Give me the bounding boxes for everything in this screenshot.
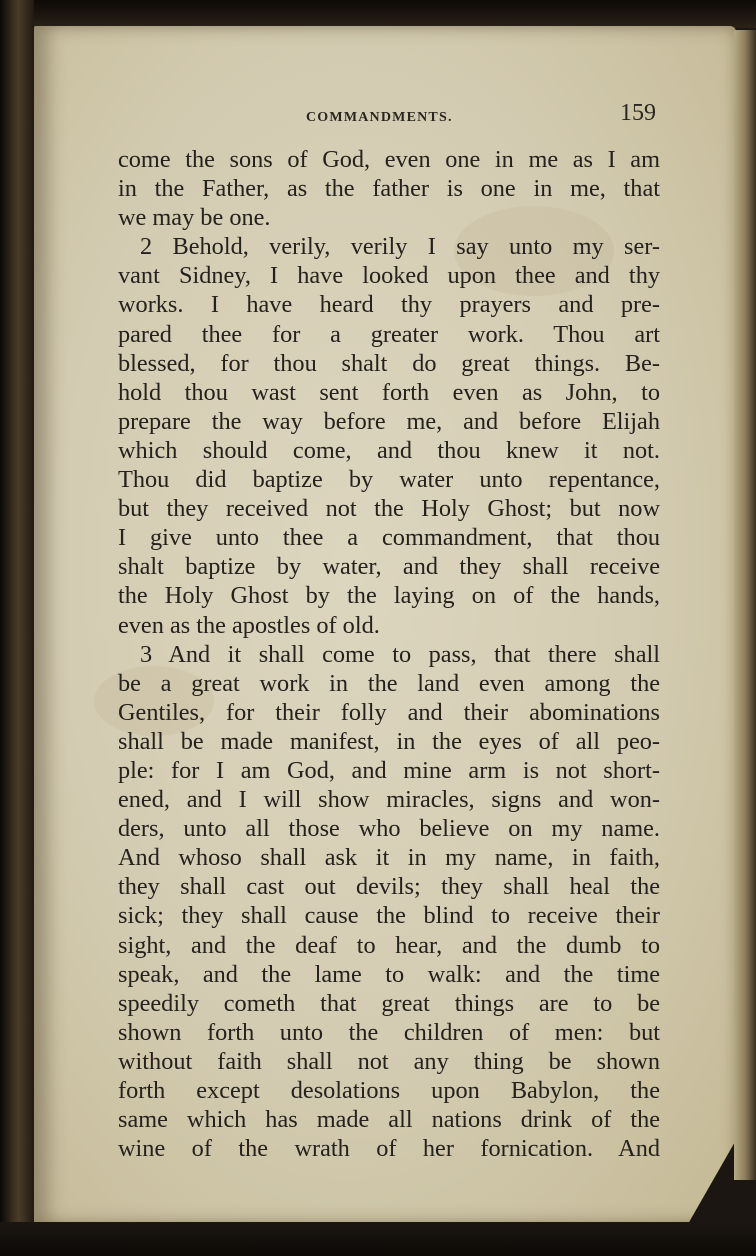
text-line: forth except desolations upon Babylon, the	[118, 1077, 660, 1104]
text-line: wine of the wrath of her fornication. And	[118, 1135, 660, 1163]
text-line: I give unto thee a commandment, that thou	[118, 524, 660, 552]
text-line: pared thee for a greater work. Thou art	[118, 320, 660, 348]
text-line: which should come, and thou knew it not.	[118, 436, 660, 464]
top-edge-shadow	[0, 0, 756, 28]
book-spine-edge	[0, 0, 34, 1256]
text-line: speedily cometh that great things are to be	[118, 989, 660, 1017]
text-line: be a great work in the land even among the	[118, 669, 660, 697]
text-line: And whoso shall ask it in my name, in faith,	[118, 844, 660, 872]
text-line: shalt baptize by water, and they shall receive	[118, 553, 660, 581]
text-line: vant Sidney, I have looked upon thee and thy	[118, 262, 660, 290]
running-title: COMMANDMENTS.	[306, 110, 453, 125]
page-stack-edge	[734, 30, 756, 1180]
text-line: ened, and I will show miracles, signs and won-	[118, 786, 660, 814]
text-line: Thou did baptize by water unto repentance,	[118, 466, 660, 494]
bottom-edge-shadow	[0, 1222, 756, 1256]
body-text	[118, 145, 660, 1163]
text-line: they shall cast out devils; they shall heal the	[118, 873, 660, 901]
text-line: same which has made all nations drink of the	[118, 1106, 660, 1134]
text-line: hold thou wast sent forth even as John, to	[118, 378, 660, 406]
text-line: in the Father, as the father is one in me, that	[118, 175, 660, 203]
text-line: without faith shall not any thing be shown	[118, 1047, 660, 1075]
text-line: Gentiles, for their folly and their abominations	[118, 698, 660, 726]
text-line: sick; they shall cause the blind to receive their	[118, 902, 660, 930]
text-line: works. I have heard thy prayers and pre-	[118, 291, 660, 319]
text-line: blessed, for thou shalt do great things. Be-	[118, 349, 660, 377]
text-line: we may be one.	[118, 204, 271, 232]
text-line: but they received not the Holy Ghost; but now	[118, 495, 660, 523]
text-line: sight, and the deaf to hear, and the dumb to	[118, 931, 660, 959]
text-line: shown forth unto the children of men: but	[118, 1018, 660, 1046]
verse-3-start: 3 And it shall come to pass, that there shall	[140, 640, 660, 668]
page-header	[118, 100, 660, 130]
text-line: speak, and the lame to walk: and the time	[118, 960, 660, 988]
torn-page-corner	[688, 1140, 736, 1224]
text-line: ders, unto all those who believe on my name.	[118, 815, 660, 843]
text-line: ple: for I am God, and mine arm is not short-	[118, 756, 660, 784]
text-line: come the sons of God, even one in me as I am	[118, 146, 660, 173]
verse-2-start: 2 Behold, verily, verily I say unto my ser-	[140, 233, 660, 261]
text-line: prepare the way before me, and before Elijah	[118, 407, 660, 435]
text-line: the Holy Ghost by the laying on of the hands,	[118, 582, 660, 610]
page-number: 159	[620, 100, 656, 126]
text-line: shall be made manifest, in the eyes of all peo-	[118, 727, 660, 755]
text-line: even as the apostles of old.	[118, 611, 380, 639]
